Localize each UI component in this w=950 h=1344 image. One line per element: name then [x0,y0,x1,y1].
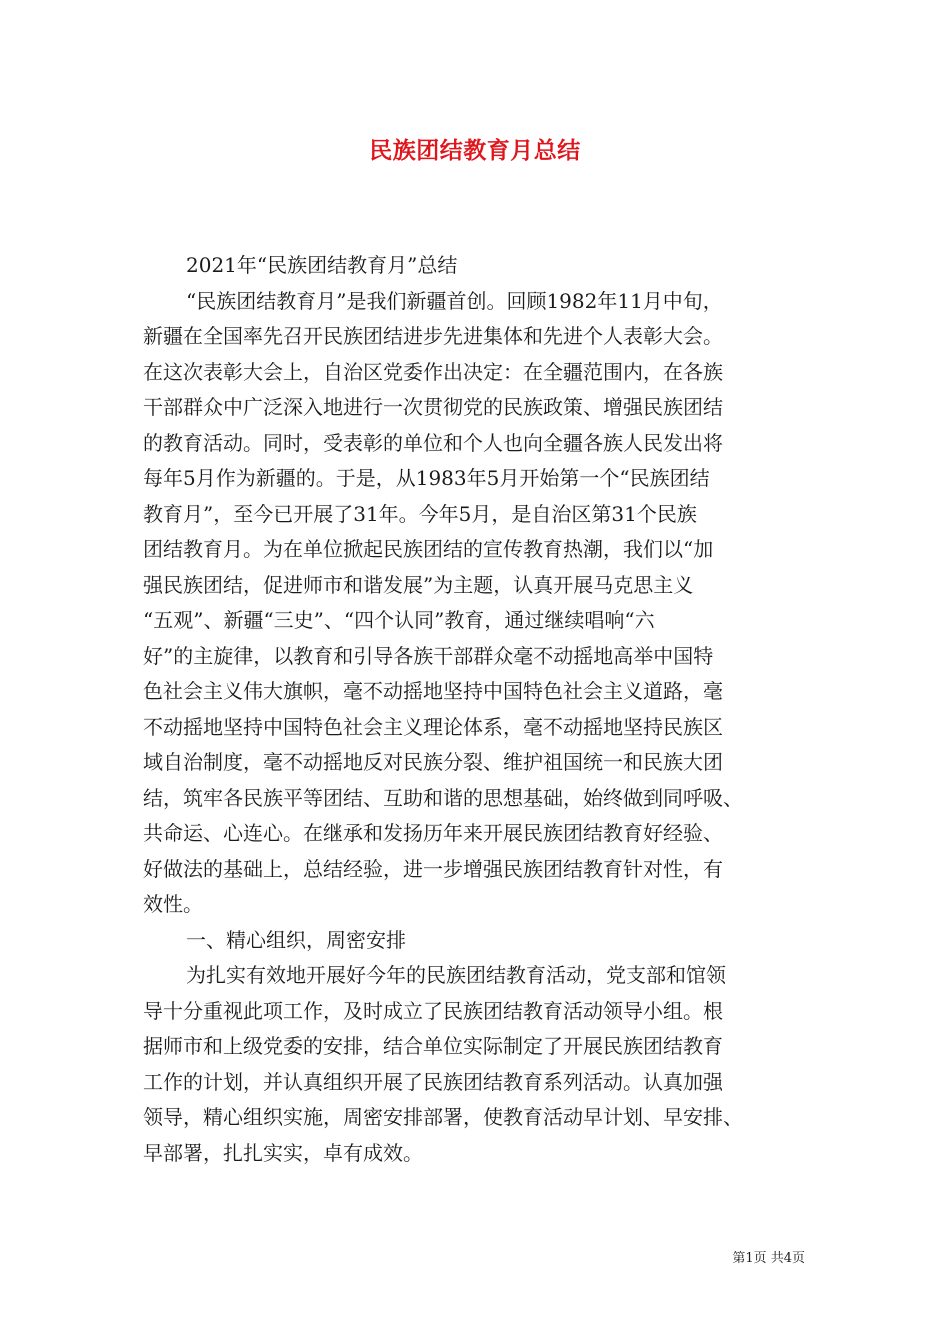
text-line: 导十分重视此项工作，及时成立了民族团结教育活动领导小组。根 [143,998,723,1023]
section-heading: 一、精心组织，周密安排 [186,927,406,952]
text-line: 好”的主旋律，以教育和引导各族干部群众毫不动摇地高举中国特 [143,643,714,668]
text-line: 在这次表彰大会上，自治区党委作出决定：在全疆范围内，在各族 [143,359,723,384]
text-line: 早部署，扎扎实实，卓有成效。 [143,1140,423,1165]
document-title: 民族团结教育月总结 [369,137,581,164]
text-line: 新疆在全国率先召开民族团结进步先进集体和先进个人表彰大会。 [143,324,723,348]
text-line: “五观”、新疆“三史”、“四个认同”教育，通过继续唱响“六 [143,608,655,632]
text-line: 结，筑牢各民族平等团结、互助和谐的思想基础，始终做到同呼吸、 [143,785,743,810]
text-line: 据师市和上级党委的安排，结合单位实际制定了开展民族团结教育 [143,1034,723,1058]
text-line: 共命运、心连心。在继承和发扬历年来开展民族团结教育好经验、 [143,821,723,845]
text-line: 干部群众中广泛深入地进行一次贯彻党的民族政策、增强民族团结 [143,395,723,419]
text-line: 教育月”，至今已开展了31年。今年5月，是自治区第31个民族 [143,501,697,526]
text-line: 工作的计划，并认真组织开展了民族团结教育系列活动。认真加强 [143,1069,723,1094]
text-line: “民族团结教育月”是我们新疆首创。回顾1982年11月中旬， [186,288,723,313]
text-line: 色社会主义伟大旗帜，毫不动摇地坚持中国特色社会主义道路，毫 [143,679,723,703]
text-line: 不动摇地坚持中国特色社会主义理论体系，毫不动摇地坚持民族区 [143,714,723,739]
text-line: 好做法的基础上，总结经验，进一步增强民族团结教育针对性，有 [143,856,723,881]
text-line: 2021年“民族团结教育月”总结 [186,253,458,277]
text-line: 的教育活动。同时，受表彰的单位和个人也向全疆各族人民发出将 [143,430,723,455]
text-line: 域自治制度，毫不动摇地反对民族分裂、维护祖国统一和民族大团 [143,750,723,774]
text-line: 领导，精心组织实施，周密安排部署，使教育活动早计划、早安排、 [143,1105,743,1129]
text-line: 每年5月作为新疆的。于是，从1983年5月开始第一个“民族团结 [143,466,710,490]
text-line: 团结教育月。为在单位掀起民族团结的宣传教育热潮，我们以“加 [143,537,714,561]
text-line: 效性。 [143,892,203,916]
text-line: 强民族团结，促进师市和谐发展”为主题，认真开展马克思主义 [143,572,694,597]
text-line: 为扎实有效地开展好今年的民族团结教育活动，党支部和馆领 [186,963,726,987]
document-body [143,248,809,1171]
page-number-footer: 第1页 共4页 [732,1251,805,1266]
